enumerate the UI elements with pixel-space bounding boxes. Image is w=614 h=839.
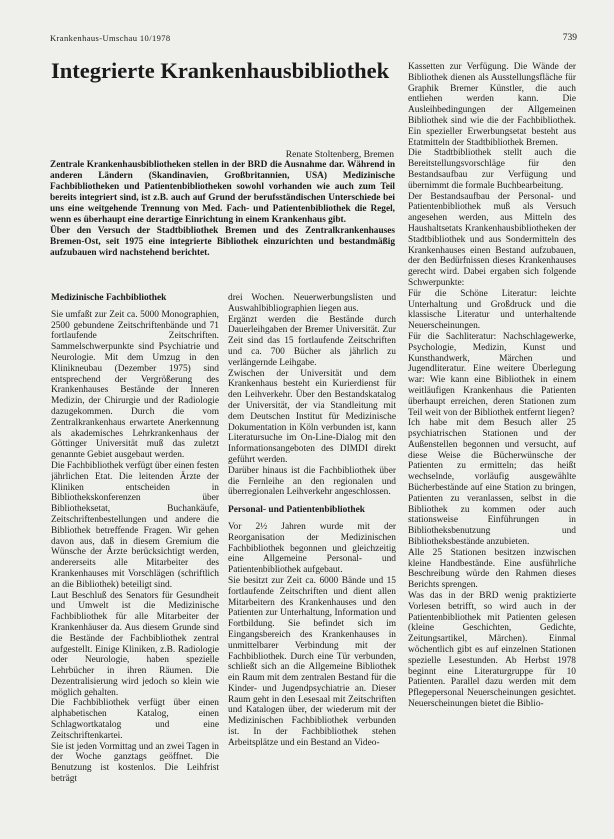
body-paragraph: Alle 25 Stationen besitzen inzwischen kleine Handbestände. Eine ausführliche Beschreibung würde den Rahmen dieses Berichts sprengen. (408, 547, 576, 591)
body-paragraph: Zwischen der Universität und dem Krankenhaus besteht ein Kurierdienst für den Leihverkehr. Über den Bestandskatalog der Universität, der via Standleitung mit dem Deutschen Institut für Medizinische Dokumentation in Köln verbunden ist, kann Literatursuche im On-Line-Dialog mit den Informationsangeboten des DIMDI direkt geführt werden. (228, 368, 396, 465)
body-paragraph: Sie umfaßt zur Zeit ca. 5000 Monographien, 2500 gebundene Zeitschriftenbände und 71 fortlaufende Zeitschriften. Sammelschwerpunkte sind Psychiatrie und Neurologie. Mit dem Umzug in den Klinikneubau (Dezember 1975) sind entsprechend der Vergrößerung des Krankenhauses Bestände der Inneren Medizin, der Chirurgie und der Radiologie dazugekommen. Durch die vom Zentralkrankenhaus erwartete Anerkennung als akademisches Lehrkrankenhaus der Göttinger Universität muß das zuletzt genannte Gebiet ausgebaut werden. (51, 309, 219, 461)
body-paragraph: drei Wochen. Neuerwerbungslisten und Auswahlbibliographien liegen aus. (228, 293, 396, 314)
body-paragraph: Kassetten zur Verfügung. Die Wände der Bibliothek dienen als Ausstellungsfläche für Graphik Bremer Künstler, die auch entliehen werden kann. Die Ausleihbedingungen der Allgemeinen Bibliothek sind wie die der Fachbibliothek. Ein spezieller Erwerbungsetat besteht aus Etatmitteln der Stadtbibliothek Bremen. (408, 62, 576, 148)
column-right (408, 62, 576, 837)
column-left (51, 293, 219, 837)
body-paragraph: Die Stadtbibliothek stellt auch die Bereitstellungsvorschläge für den Bestandsaufbau zur Verfügung und übernimmt die formale Buchbearbeitung. (408, 148, 576, 191)
section-heading-fachbibliothek: Medizinische Fachbibliothek (51, 293, 167, 303)
column-middle (228, 293, 396, 837)
abstract-paragraph: Über den Versuch der Stadtbibliothek Bremen und des Zentralkrankenhauses Bremen-Ost, seit 1975 eine integrierte Bibliothek einzurichten und bestandmäßig aufzubauen wird nachstehend berichtet. (50, 226, 395, 258)
body-paragraph: Laut Beschluß des Senators für Gesundheit und Umwelt ist die Medizinische Fachbibliothek für alle Mitarbeiter der Krankenhäuser da. Aus diesem Grunde sind die Bestände der Fachbibliothek zentral aufgestellt. Einige Kliniken, z.B. Radiologie oder Neurologie, haben spezielle Lehrbücher in ihren Räumen. Die Dezentralisierung wird jedoch so klein wie möglich gehalten. (51, 590, 219, 698)
body-paragraph: Die Fachbibliothek verfügt über einen alphabetischen Katalog, einen Schlagwortkatalog und eine Zeitschriftenkartei. (51, 698, 219, 741)
body-paragraph: Was das in der BRD wenig praktizierte Vorlesen betrifft, so wird auch in der Patientenbibliothek mit Patienten gelesen (kleine Geschichten, Gedichte, Zeitungsartikel, Märchen). Einmal wöchentlich gibt es auf einzelnen Stationen spezielle Lesestunden. Ab Herbst 1978 beginnt eine Literaturgruppe für 10 Patienten. Parallel dazu werden mit dem Pflegepersonal Neuerscheinungen gesichtet. Neuerscheinungen bietet die Biblio- (408, 591, 576, 710)
body-paragraph: Die Fachbibliothek verfügt über einen festen jährlichen Etat. Die leitenden Ärzte der Kliniken entscheiden in Bibliothekskonferenzen über Bibliotheksetat, Buchankäufe, Zeitschriftenbestellungen und andere die Bibliothek betreffende Fragen. Wir gehen davon aus, daß in diesem Gremium die Wünsche der Ärzte berücksichtigt werden, andererseits alle Mitarbeiter des Krankenhauses mit Vorschlägen (schriftlich an die Bibliothek) beteiligt sind. (51, 460, 219, 590)
page-number: 739 (562, 33, 577, 43)
article-title: Integrierte Krankenhausbibliothek (51, 58, 390, 83)
section-heading-patientenbibliothek: Personal- und Patientenbibliothek (228, 505, 365, 516)
body-paragraph: Vor 2½ Jahren wurde mit der Reorganisation der Medizinischen Fachbibliothek begonnen und gleichzeitig eine Allgemeine Personal- und Patientenbibliothek aufgebaut. (228, 521, 396, 576)
body-paragraph: Sie besitzt zur Zeit ca. 6000 Bände und 15 fortlaufende Zeitschriften und dient allen Mitarbeitern des Krankenhauses und den Patienten zur Unterhaltung, Information und Fortbildung. Sie befindet sich im Eingangsbereich des Krankenhauses in unmittelbarer Verbindung mit der Fachbibliothek. Durch eine Tür verbunden, schließt sich an die Allgemeine Bibliothek ein Raum mit dem zentralen Bestand für die Kinder- und Jugendpsychiatrie an. Dieser Raum geht in den Lesesaal mit Zeitschriften und Katalogen über, der wiederum mit der Medizinischen Fachbibliothek verbunden ist. In der Fachbibliothek stehen Arbeitsplätze und ein Bestand an Video- (228, 575, 396, 748)
body-paragraph: Darüber hinaus ist die Fachbibliothek über die Fernleihe an den regionalen und überregionalen Leihverkehr angeschlossen. (228, 465, 396, 498)
author-line: Renate Stoltenberg, Bremen (285, 149, 394, 160)
body-paragraph: Für die Schöne Literatur: leichte Unterhaltung und Großdruck und die klassische Literatur und unterhaltende Neuerscheinungen. (408, 288, 576, 332)
journal-name: Krankenhaus-Umschau 10/1978 (50, 33, 171, 43)
body-paragraph: Der Bestandsaufbau der Personal- und Patientenbibliothek muß als Versuch angesehen werden, aus Mitteln des Haushaltsetats Krankenhausbibliotheken der Stadtbibliothek und aus Sondermitteln des Krankenhauses einen Bestand aufzubauen, der den Bedürfnissen dieses Krankenhauses gerecht wird. Dabei ergaben sich folgende Schwerpunkte: (408, 191, 576, 288)
abstract-paragraph: Zentrale Krankenhausbibliotheken stellen in der BRD die Ausnahme dar. Während in anderen Ländern (Skandinavien, Großbritannien, USA) Medizinische Fachbibliotheken und Patientenbibliotheken sowohl vorhanden wie auch zum Teil bereits integriert sind, ist z.B. auch auf Grund der berufsständischen Unterschiede bei uns eine weitgehende Trennung von Med. Fach- und Patientenbibliothek die Regel, wenn es überhaupt eine derartige Einrichtung in einem Krankenhaus gibt. (50, 160, 395, 225)
article-abstract (50, 160, 395, 259)
body-paragraph: Ergänzt werden die Bestände durch Dauerleihgaben der Bremer Universität. Zur Zeit sind das 15 fortlaufende Zeitschriften und ca. 700 Bücher als jährlich zu verlängernde Leihgabe. (228, 314, 396, 368)
body-paragraph: Ich habe mit dem Besuch aller 25 psychiatrischen Stationen und der Außenstellen begonnen und versucht, auf diese Weise die Bücherwünsche der Patienten zu ermitteln; das heißt wechselnde, vorläufig ausgewählte Bücherbestände auf eine Station zu bringen, Patienten zu veranlassen, selbst in die Bibliothek zu kommen oder auch stationsweise Einführungen in Bibliotheksbenutzung und Bibliotheksbestände anzubieten. (408, 418, 576, 548)
body-paragraph: Sie ist jeden Vormittag und an zwei Tagen in der Woche ganztags geöffnet. Die Benutzung ist kostenlos. Die Leihfrist beträgt (51, 741, 219, 785)
body-paragraph: Für die Sachliteratur: Nachschlagewerke, Psychologie, Medizin, Kunst und Kunsthandwerk, Märchen und Jugendliteratur. Eine weitere Überlegung war: Wie kann eine Bibliothek in einem weitläufigen Krankenhaus die Patienten überhaupt erreichen, deren Stationen zum Teil weit von der Bibliothek entfernt liegen? (408, 331, 576, 418)
